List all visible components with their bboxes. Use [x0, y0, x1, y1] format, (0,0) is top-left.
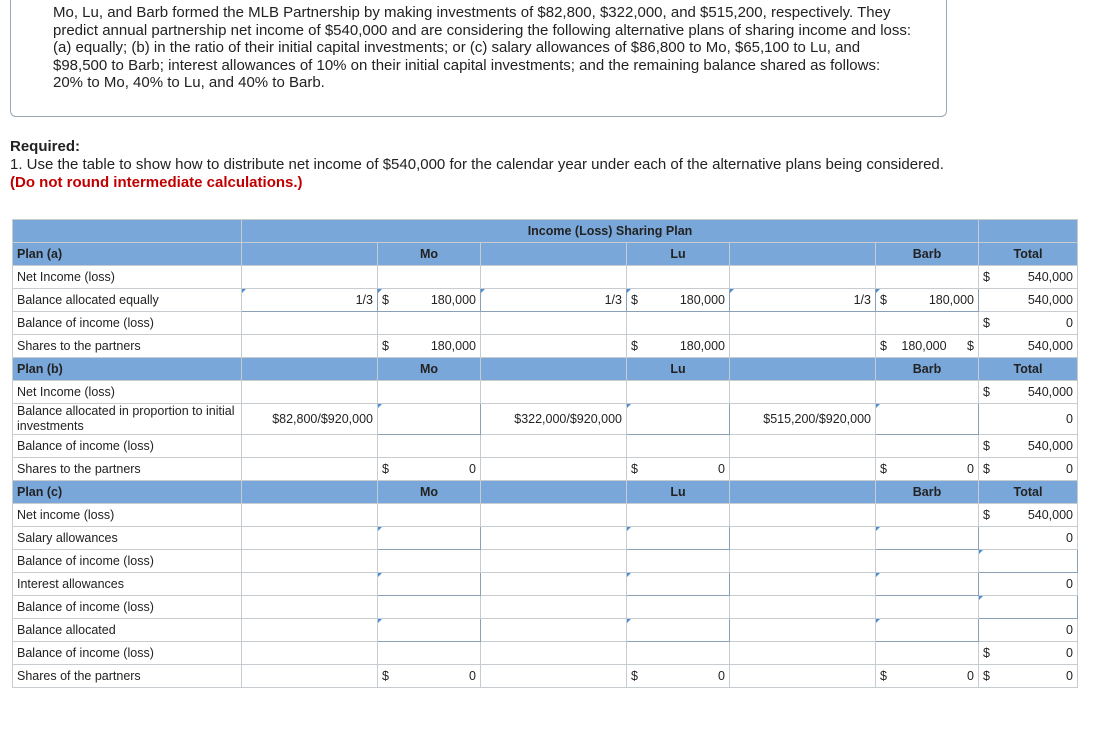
- currency-sign: $: [983, 669, 990, 683]
- plan-c-balance-after-salary-input[interactable]: [979, 550, 1078, 573]
- currency-sign: $: [983, 462, 990, 476]
- plan-b-mo-ratio: $82,800/$920,000: [242, 404, 378, 435]
- plan-c-barb-allocated-input[interactable]: [876, 619, 979, 642]
- plan-c-lu-allocated-input[interactable]: [627, 619, 730, 642]
- row-label: Balance allocated equally: [13, 289, 242, 312]
- currency-sign: $: [880, 293, 887, 307]
- plan-b-lu-allocated-input[interactable]: [627, 404, 730, 435]
- col-total: Total: [979, 243, 1078, 266]
- col-lu: Lu: [627, 358, 730, 381]
- plan-a-header: Plan (a): [13, 243, 242, 266]
- plan-c-header-row: [13, 481, 1078, 504]
- plan-a-mo-share: 180,000: [430, 339, 476, 353]
- plan-c-shares-total: 0: [1066, 669, 1073, 683]
- plan-c-barb-salary-input[interactable]: [876, 527, 979, 550]
- plan-b-balance-total: 540,000: [1027, 439, 1073, 453]
- plan-a-lu-share: 180,000: [679, 339, 725, 353]
- plan-a-mo-allocated: 180,000: [430, 293, 476, 307]
- plan-c-barb-interest-input[interactable]: [876, 573, 979, 596]
- col-barb: Barb: [876, 481, 979, 504]
- col-mo: Mo: [378, 358, 481, 381]
- plan-a-barb-allocated-input[interactable]: [876, 289, 979, 312]
- row-label: Net income (loss): [13, 504, 242, 527]
- row-label: Shares to the partners: [13, 458, 242, 481]
- plan-a-net-income-total: 540,000: [1027, 270, 1073, 284]
- plan-b-shares-total: 0: [1066, 462, 1073, 476]
- table-row: [13, 642, 1078, 665]
- col-mo: Mo: [378, 481, 481, 504]
- currency-sign: $: [382, 339, 389, 353]
- col-lu: Lu: [627, 243, 730, 266]
- plan-a-barb-share: 180,000: [901, 339, 947, 353]
- table-title: Income (Loss) Sharing Plan: [242, 220, 979, 243]
- table-row: [13, 619, 1078, 642]
- plan-a-allocated-total: 540,000: [979, 289, 1078, 312]
- currency-sign: $: [983, 508, 990, 522]
- currency-sign: $: [983, 316, 990, 330]
- currency-sign: $: [880, 462, 887, 476]
- row-label: Shares to the partners: [13, 335, 242, 358]
- plan-c-mo-share: 0: [469, 669, 476, 683]
- row-label: Balance allocated in proportion to initial investments: [13, 404, 242, 435]
- plan-c-balance-after-interest-input[interactable]: [979, 596, 1078, 619]
- plan-c-lu-share: 0: [718, 669, 725, 683]
- plan-b-mo-allocated-input[interactable]: [378, 404, 481, 435]
- col-mo: Mo: [378, 243, 481, 266]
- row-label: Net Income (loss): [13, 381, 242, 404]
- currency-sign: $: [631, 339, 638, 353]
- row-label: Salary allowances: [13, 527, 242, 550]
- currency-sign: $: [880, 669, 887, 683]
- plan-a-barb-allocated: 180,000: [928, 293, 974, 307]
- table-row: [13, 596, 1078, 619]
- row-label: Balance of income (loss): [13, 312, 242, 335]
- plan-a-mo-fraction-input[interactable]: 1/3: [242, 289, 378, 312]
- plan-c-allocated-total: 0: [979, 619, 1078, 642]
- plan-a-balance-total: 0: [1066, 316, 1073, 330]
- table-row: [13, 404, 1078, 435]
- rounding-note: (Do not round intermediate calculations.): [10, 174, 303, 191]
- plan-b-header-row: [13, 358, 1078, 381]
- income-sharing-table: [12, 219, 1078, 688]
- currency-sign: $: [631, 462, 638, 476]
- row-label: Balance of income (loss): [13, 642, 242, 665]
- currency-sign: $: [631, 293, 638, 307]
- row-label: Net Income (loss): [13, 266, 242, 289]
- plan-b-lu-ratio: $322,000/$920,000: [481, 404, 627, 435]
- plan-c-salary-total: 0: [979, 527, 1078, 550]
- table-title-row: [13, 220, 1078, 243]
- row-label: Balance of income (loss): [13, 435, 242, 458]
- required-section: [10, 138, 950, 192]
- plan-b-allocated-total: 0: [979, 404, 1078, 435]
- plan-a-lu-fraction-input[interactable]: 1/3: [481, 289, 627, 312]
- col-total: Total: [979, 358, 1078, 381]
- required-heading: Required:: [10, 138, 81, 155]
- plan-c-lu-salary-input[interactable]: [627, 527, 730, 550]
- table-row: [13, 504, 1078, 527]
- plan-a-mo-allocated-input[interactable]: [378, 289, 481, 312]
- currency-sign: $: [983, 439, 990, 453]
- plan-a-shares-total: 540,000: [979, 335, 1078, 358]
- table-row: [13, 527, 1078, 550]
- plan-c-mo-interest-input[interactable]: [378, 573, 481, 596]
- currency-sign: $: [631, 669, 638, 683]
- required-instruction: 1. Use the table to show how to distribute net income of $540,000 for the calendar year under each of the alternative plans being considered.: [10, 156, 944, 173]
- row-label: Interest allowances: [13, 573, 242, 596]
- currency-sign: $: [880, 339, 887, 353]
- plan-c-mo-allocated-input[interactable]: [378, 619, 481, 642]
- plan-a-lu-allocated-input[interactable]: [627, 289, 730, 312]
- table-row: [13, 665, 1078, 688]
- plan-b-mo-share: 0: [469, 462, 476, 476]
- currency-sign: $: [983, 270, 990, 284]
- table-row: [13, 335, 1078, 358]
- plan-b-barb-share: 0: [967, 462, 974, 476]
- plan-c-lu-interest-input[interactable]: [627, 573, 730, 596]
- currency-sign: $: [967, 339, 974, 353]
- currency-sign: $: [382, 293, 389, 307]
- table-row: [13, 435, 1078, 458]
- row-label: Balance of income (loss): [13, 550, 242, 573]
- row-label: Balance of income (loss): [13, 596, 242, 619]
- plan-b-lu-share: 0: [718, 462, 725, 476]
- row-label: Shares of the partners: [13, 665, 242, 688]
- table-row: [13, 458, 1078, 481]
- col-barb: Barb: [876, 243, 979, 266]
- row-label: Balance allocated: [13, 619, 242, 642]
- plan-a-header-row: [13, 243, 1078, 266]
- plan-b-barb-ratio: $515,200/$920,000: [730, 404, 876, 435]
- currency-sign: $: [983, 646, 990, 660]
- plan-a-lu-allocated: 180,000: [679, 293, 725, 307]
- plan-c-barb-share: 0: [967, 669, 974, 683]
- col-barb: Barb: [876, 358, 979, 381]
- currency-sign: $: [382, 462, 389, 476]
- plan-b-barb-allocated-input[interactable]: [876, 404, 979, 435]
- plan-c-mo-salary-input[interactable]: [378, 527, 481, 550]
- plan-a-barb-fraction-input[interactable]: 1/3: [730, 289, 876, 312]
- plan-c-net-income-total: 540,000: [1027, 508, 1073, 522]
- plan-c-balance-final-total: 0: [1066, 646, 1073, 660]
- table-row: [13, 550, 1078, 573]
- plan-b-net-income-total: 540,000: [1027, 385, 1073, 399]
- currency-sign: $: [983, 385, 990, 399]
- table-row: [13, 266, 1078, 289]
- plan-c-interest-total: 0: [979, 573, 1078, 596]
- col-lu: Lu: [627, 481, 730, 504]
- col-total: Total: [979, 481, 1078, 504]
- plan-b-header: Plan (b): [13, 358, 242, 381]
- table-row: [13, 312, 1078, 335]
- problem-text: Mo, Lu, and Barb formed the MLB Partnership by making investments of $82,800, $322,000, and $515,200, respectively. They predict annual partnership net income of $540,000 and are considering the following alternative plans of sharing income and loss: (a) equally; (b) in the ratio of their initial capital investments; or (c) salary allowances of $86,800 to Mo, $65,100 to Lu, and $98,500 to Barb; interest allowances of 10% on their initial capital investments; and the remaining balance shared as follows: 20% to Mo, 40% to Lu, and 40% to Barb.: [53, 4, 912, 92]
- table-row: [13, 573, 1078, 596]
- table-row: [13, 289, 1078, 312]
- currency-sign: $: [382, 669, 389, 683]
- table-row: [13, 381, 1078, 404]
- plan-c-header: Plan (c): [13, 481, 242, 504]
